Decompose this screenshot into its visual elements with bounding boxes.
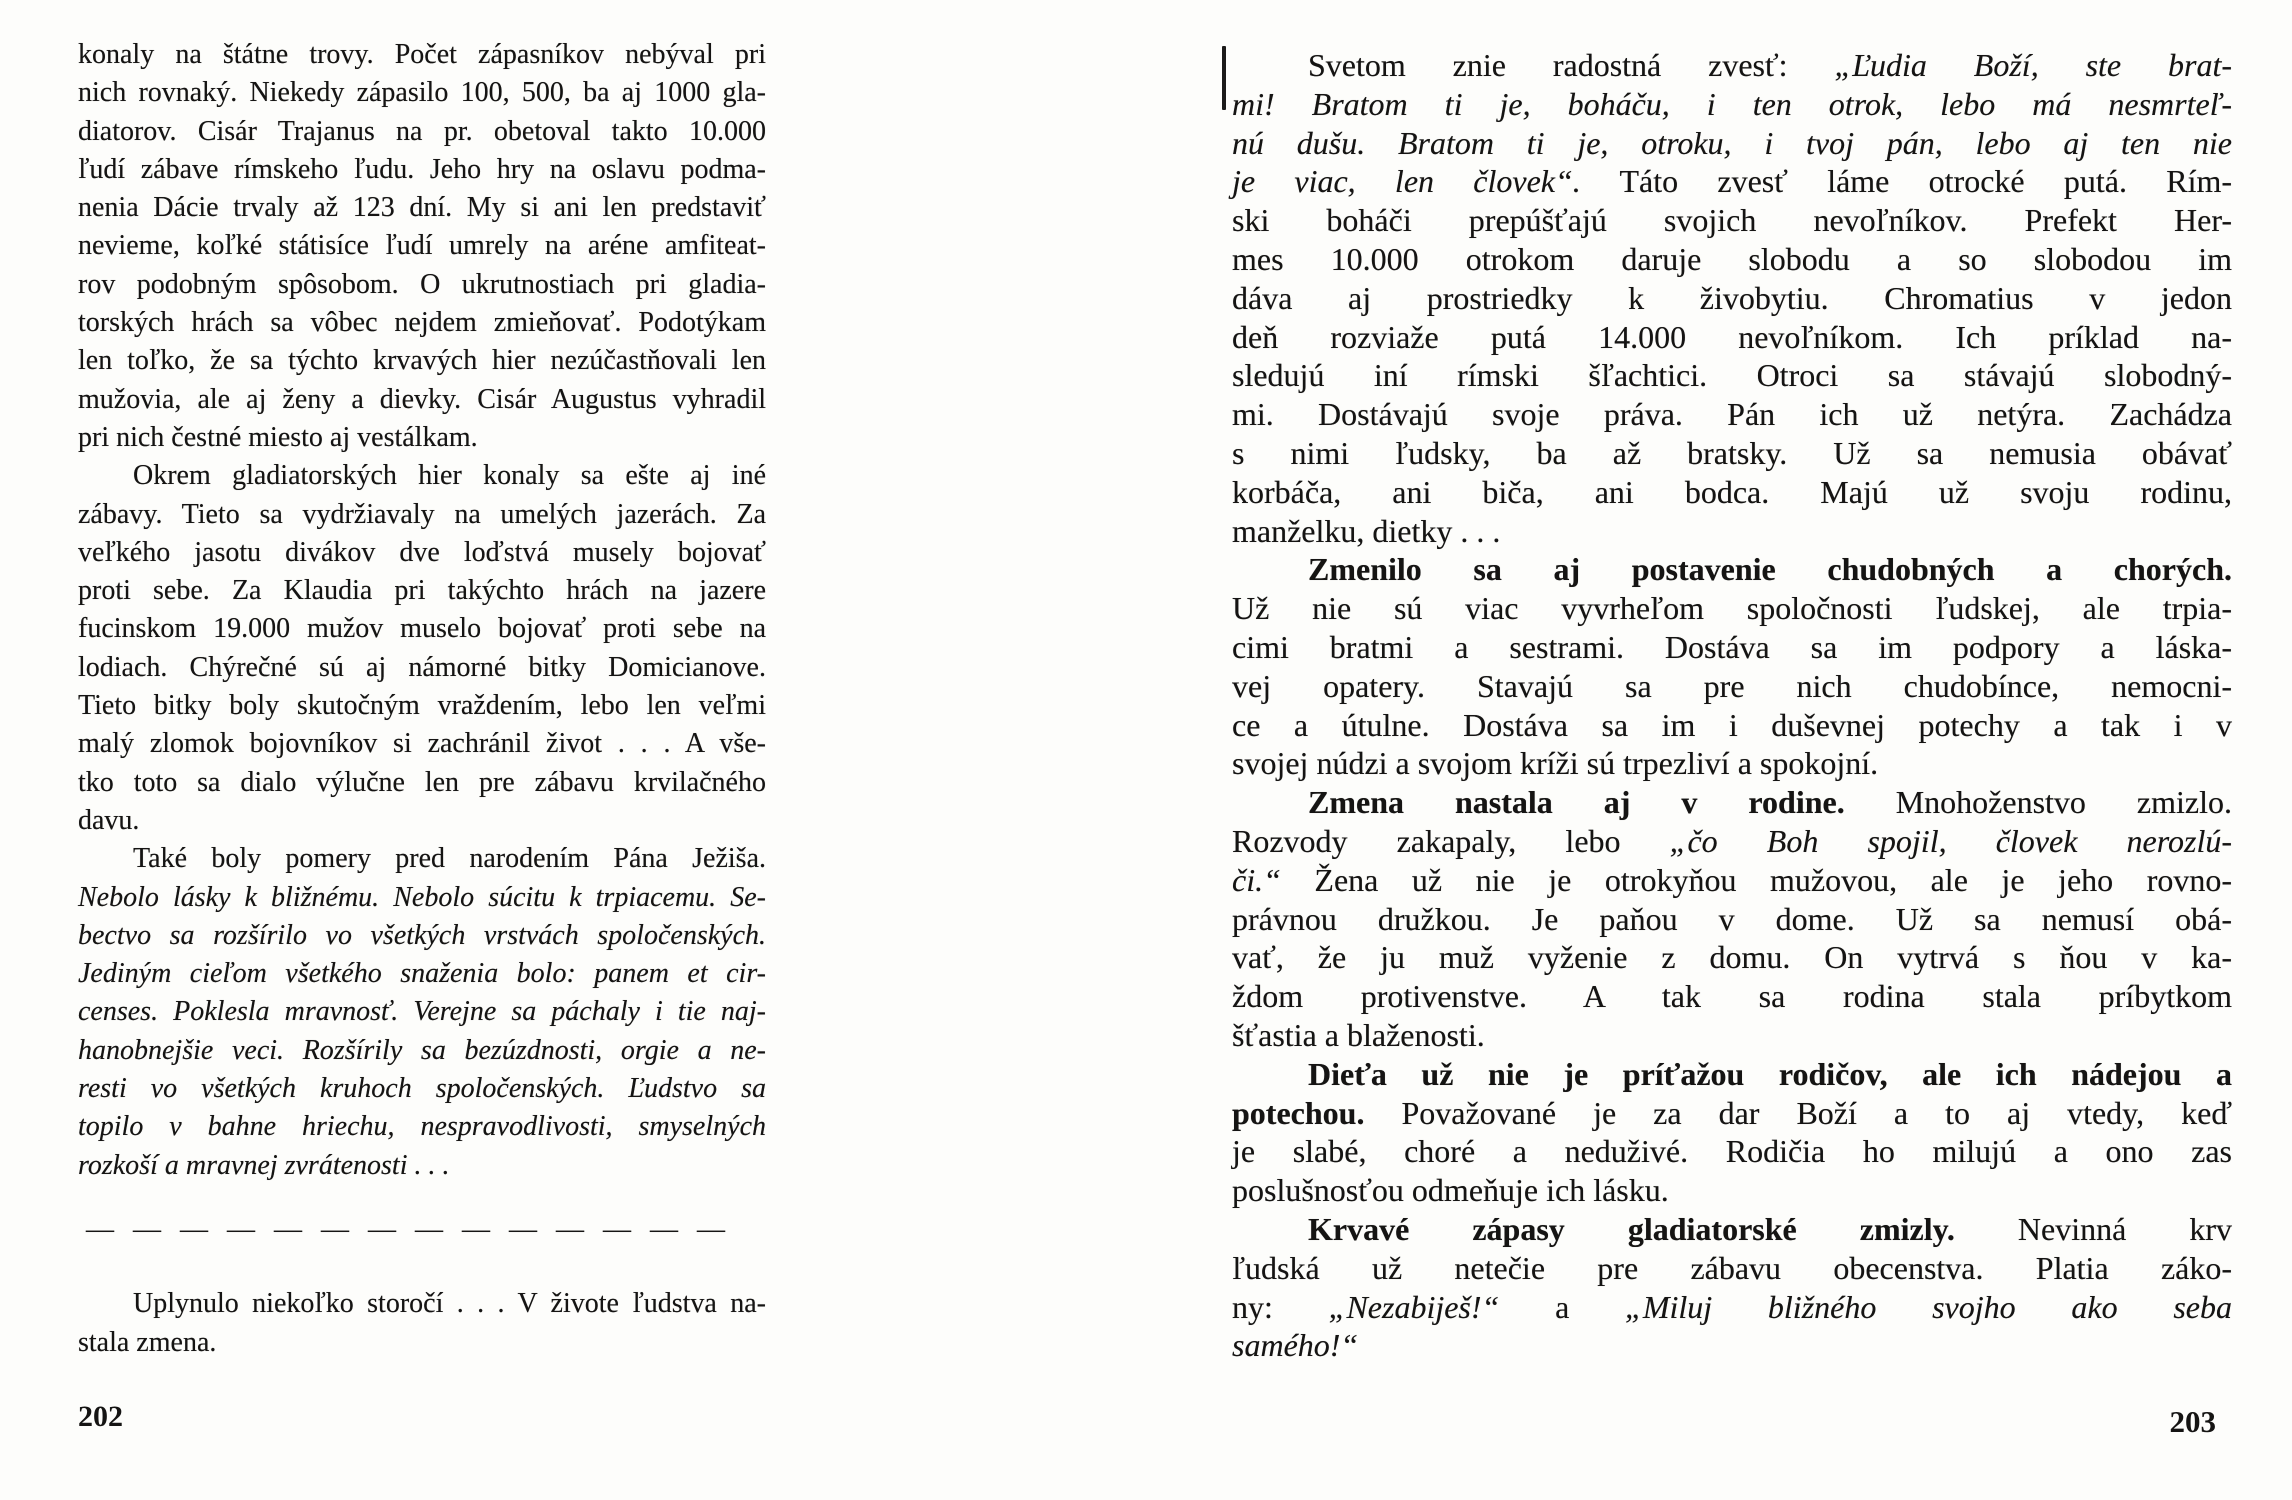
text-segment: je slabé, choré a neduživé. Rodičia ho milujú a ono zas <box>1232 1133 2232 1170</box>
text-line <box>1232 744 2232 783</box>
text-segment: Okrem gladiatorských hier konaly sa ešte aj iné <box>133 460 766 492</box>
text-segment: rozkoší a mravnej zvrátenosti . . . <box>78 1149 450 1181</box>
text-line <box>1232 318 2232 357</box>
text-segment: Dieťa už nie je príťažou rodičov, ale ich nádejou a <box>1308 1055 2232 1092</box>
text-segment: Svetom znie radostná zvesť: <box>1308 47 1835 83</box>
text-line <box>1232 512 2232 551</box>
text-line <box>78 725 766 763</box>
text-line <box>78 572 766 610</box>
text-segment: Považované je za dar Boží a to aj vtedy, keď <box>1364 1094 2232 1131</box>
text-line <box>1232 1094 2232 1133</box>
text-segment: stala zmena. <box>78 1326 217 1358</box>
text-segment: resti vo všetkých kruhoch spoločenských. Ľudstvo sa <box>78 1073 766 1105</box>
text-segment: Tieto bitky boly skutočným vraždením, lebo len veľmi <box>78 690 766 722</box>
text-segment: Táto zvesť láme otrocké putá. Rím- <box>1580 163 2233 200</box>
margin-mark <box>1222 46 1226 110</box>
text-segment: ždom protivenstve. A tak sa rodina stala príbytkom <box>1232 978 2232 1015</box>
text-segment: mes 10.000 otrokom daruje slobodu a so slobodou im <box>1232 240 2232 277</box>
text-segment: vej opatery. Stavajú sa pre nich chudobínce, nemocni- <box>1232 667 2232 704</box>
text-segment: či.“ <box>1232 861 1281 898</box>
text-segment: hanobnejšie veci. Rozšírily sa bezúzdnosti, orgie a ne- <box>78 1034 766 1066</box>
text-segment: korbáča, ani biča, ani bodca. Majú už svoju rodinu, <box>1232 473 2232 510</box>
text-line <box>78 764 766 802</box>
text-segment: mi. Dostávajú svoje práva. Pán ich už netýra. Zachádza <box>1232 396 2232 433</box>
text-segment: dáva aj prostriedky k živobytiu. Chromatius v jedon <box>1232 279 2232 316</box>
text-segment: svojej núdzi a svojom kríži sú trpezliví a spokojní. <box>1232 745 1879 782</box>
text-segment: Mnohoženstvo zmizlo. <box>1844 784 2232 821</box>
text-line <box>1232 434 2232 473</box>
paragraph <box>1232 1210 2232 1365</box>
text-line <box>1232 550 2232 589</box>
page-left <box>78 36 766 1436</box>
text-line <box>1232 1132 2232 1171</box>
text-segment: rov podobným spôsobom. O ukrutnostiach pri gladia- <box>78 268 766 300</box>
text-line <box>78 1108 766 1146</box>
page-number-right: 203 <box>2169 1404 2216 1440</box>
text-line <box>1232 1249 2232 1288</box>
text-segment: poslušnosťou odmeňuje ich lásku. <box>1232 1172 1669 1209</box>
text-segment: konaly na štátne trovy. Počet zápasníkov nebýval pri <box>78 39 766 70</box>
paragraph <box>78 457 766 840</box>
text-segment: samého!“ <box>1232 1327 1359 1364</box>
text-line <box>1232 201 2232 240</box>
text-segment: diatorov. Cisár Trajanus na pr. obetoval takto 10.000 <box>78 115 766 147</box>
text-segment: nich rovnaký. Niekedy zápasilo 100, 500, ba aj 1000 gla- <box>78 77 766 109</box>
paragraph <box>1232 783 2232 1055</box>
text-segment: censes. Poklesla mravnosť. Verejne sa páchaly i tie naj- <box>78 996 766 1028</box>
text-segment: Jediným cieľom všetkého snaženia bolo: panem et cir- <box>78 958 766 990</box>
paragraph <box>78 840 766 1185</box>
text-line <box>78 457 766 495</box>
text-line <box>78 1285 766 1323</box>
text-segment: topilo v bahne hriechu, nespravodlivosti, smyselných <box>78 1111 766 1143</box>
text-line <box>1232 900 2232 939</box>
text-segment: nú dušu. Bratom ti je, otroku, i tvoj pán, lebo aj ten nie <box>1232 124 2232 161</box>
text-line <box>1232 628 2232 667</box>
text-line <box>1232 861 2232 900</box>
text-line <box>1232 1210 2232 1249</box>
text-line <box>78 687 766 725</box>
text-segment: veľkého jasotu divákov dve loďstvá musely bojovať <box>78 536 766 568</box>
text-line <box>1232 124 2232 163</box>
text-segment: šťastia a blaženosti. <box>1232 1016 1485 1053</box>
text-segment: Zmena nastala aj v rodine. <box>1308 784 1845 821</box>
text-segment: proti sebe. Za Klaudia pri takýchto hrách na jazere <box>78 575 766 607</box>
text-segment: mužovia, ale aj ženy a dievky. Cisár Augustus vyhradil <box>78 383 766 415</box>
text-segment: sledujú iní rímski šľachtici. Otroci sa stávajú slobodný- <box>1232 357 2232 394</box>
text-segment: Také boly pomery pred narodením Pána Ježiša. <box>133 843 766 875</box>
text-segment: a <box>1499 1288 1626 1325</box>
text-line <box>78 534 766 572</box>
paragraph <box>78 36 766 457</box>
text-line <box>78 266 766 304</box>
page-right-text-column <box>1232 46 2232 1365</box>
text-line <box>78 1070 766 1108</box>
text-line <box>78 610 766 648</box>
text-line <box>1232 85 2232 124</box>
page-number-left: 202 <box>78 1399 123 1433</box>
text-segment: Už nie sú viac vyvrheľom spoločnosti ľudskej, ale trpia- <box>1232 590 2232 627</box>
text-line <box>1232 706 2232 745</box>
text-segment: s nimi ľudsky, ba až bratsky. Už sa nemusia obávať <box>1232 434 2232 471</box>
text-segment: malý zlomok bojovníkov si zachránil život . . . A vše- <box>78 728 766 760</box>
text-segment: nenia Dácie trvaly až 123 dní. My si ani len predstaviť <box>78 192 766 224</box>
text-line <box>78 993 766 1031</box>
text-segment: vať, že ju muž vyženie z domu. On vytrvá s ňou v ka- <box>1232 939 2232 976</box>
text-line <box>78 304 766 342</box>
section-separator-dashes: — — — — — — — — — — — — — — <box>86 1213 727 1245</box>
text-line <box>78 342 766 380</box>
text-line <box>78 649 766 687</box>
text-segment: „Ľudia Boží, ste brat- <box>1834 47 2233 83</box>
text-line <box>1232 240 2232 279</box>
text-line <box>78 74 766 112</box>
text-line <box>78 955 766 993</box>
text-line <box>1232 162 2232 201</box>
text-segment: fucinskom 19.000 mužov muselo bojovať proti sebe na <box>78 613 766 645</box>
text-line <box>78 189 766 227</box>
text-segment: ľudí zábave rímskeho ľudu. Jeho hry na oslavu podma- <box>78 153 766 185</box>
text-line <box>78 496 766 534</box>
text-line <box>1232 667 2232 706</box>
page-left-text-column <box>78 36 766 1362</box>
text-segment: lodiach. Chýrečné sú aj námorné bitky Domicianove. <box>78 651 766 683</box>
text-line <box>78 1324 766 1362</box>
text-segment: bectvo sa rozšírilo vo všetkých vrstvách spoločenských. <box>78 919 766 951</box>
text-line <box>78 1032 766 1070</box>
text-segment: je viac, len človek“. <box>1232 163 1581 200</box>
text-line <box>1232 938 2232 977</box>
page-right <box>1232 46 2232 1442</box>
text-segment: deň rozviaže putá 14.000 nevoľníkom. Ich príklad na- <box>1232 318 2232 355</box>
text-segment: ski boháči prepúšťajú svojich nevoľníkov. Prefekt Her- <box>1232 202 2232 239</box>
text-line <box>1232 783 2232 822</box>
text-line <box>78 802 766 840</box>
paragraph <box>78 1285 766 1362</box>
text-line <box>1232 46 2232 85</box>
text-line <box>1232 1288 2232 1327</box>
text-line <box>1232 1326 2232 1365</box>
text-line <box>78 36 766 74</box>
text-line <box>78 879 766 917</box>
text-line <box>78 381 766 419</box>
text-line <box>1232 1016 2232 1055</box>
text-line <box>78 917 766 955</box>
text-segment: právnou družkou. Je paňou v dome. Už sa nemusí obá- <box>1232 900 2232 937</box>
text-segment: pri nich čestné miesto aj vestálkam. <box>78 421 478 453</box>
text-line <box>1232 977 2232 1016</box>
text-line <box>78 151 766 189</box>
text-segment: ľudská už netečie pre zábavu obecenstva. Platia záko- <box>1232 1249 2232 1286</box>
text-line <box>78 227 766 265</box>
text-line <box>1232 356 2232 395</box>
text-line <box>1232 589 2232 628</box>
text-line <box>78 419 766 457</box>
text-line <box>78 840 766 878</box>
text-line <box>78 113 766 151</box>
text-segment: Nevinná krv <box>1954 1210 2233 1247</box>
text-line <box>1232 395 2232 434</box>
text-segment: Rozvody zakapaly, lebo <box>1232 822 1670 859</box>
text-segment: Krvavé zápasy gladiatorské zmizly. <box>1308 1210 1955 1247</box>
paragraph <box>1232 1055 2232 1210</box>
text-segment: davu. <box>78 804 140 836</box>
text-segment: „Nezabiješ!“ <box>1328 1288 1500 1325</box>
text-segment: manželku, dietky . . . <box>1232 512 1501 549</box>
text-segment: nevieme, koľké státisíce ľudí umrely na aréne amfiteat- <box>78 230 766 262</box>
text-segment: potechou. <box>1232 1094 1365 1131</box>
text-line <box>78 1147 766 1185</box>
text-segment: cimi bratmi a sestrami. Dostáva sa im podpory a láska- <box>1232 628 2232 665</box>
text-line <box>1232 279 2232 318</box>
text-segment: Žena už nie je otrokyňou mužovou, ale je jeho rovno- <box>1280 861 2232 898</box>
text-line <box>1232 1055 2232 1094</box>
paragraph <box>1232 46 2232 550</box>
paragraph <box>1232 550 2232 783</box>
text-segment: Zmenilo sa aj postavenie chudobných a chorých. <box>1308 551 2232 588</box>
text-segment: „čo Boh spojil, človek nerozlú- <box>1669 822 2233 859</box>
text-line <box>1232 1171 2232 1210</box>
text-segment: ny: <box>1232 1288 1329 1325</box>
text-segment: len toľko, že sa týchto krvavých hier nezúčastňovali len <box>78 345 766 377</box>
text-segment: mi! Bratom ti je, boháču, i ten otrok, lebo má nesmrteľ- <box>1232 85 2232 122</box>
text-segment: Uplynulo niekoľko storočí . . . V živote ľudstva na- <box>133 1288 766 1320</box>
text-segment: „Miluj bližného svojho ako seba <box>1625 1288 2232 1325</box>
text-segment: Nebolo lásky k bližnému. Nebolo súcitu k trpiacemu. Se- <box>78 881 766 913</box>
text-line <box>1232 822 2232 861</box>
text-segment: ce a útulne. Dostáva sa im i duševnej potechy a tak i v <box>1232 706 2232 743</box>
text-segment: tko toto sa dialo výlučne len pre zábavu krvilačného <box>78 766 766 798</box>
text-segment: zábavy. Tieto sa vydržiavaly na umelých jazerách. Za <box>78 498 766 530</box>
text-segment: torských hrách sa vôbec nejdem zmieňovať. Podotýkam <box>78 307 766 339</box>
text-line <box>1232 473 2232 512</box>
